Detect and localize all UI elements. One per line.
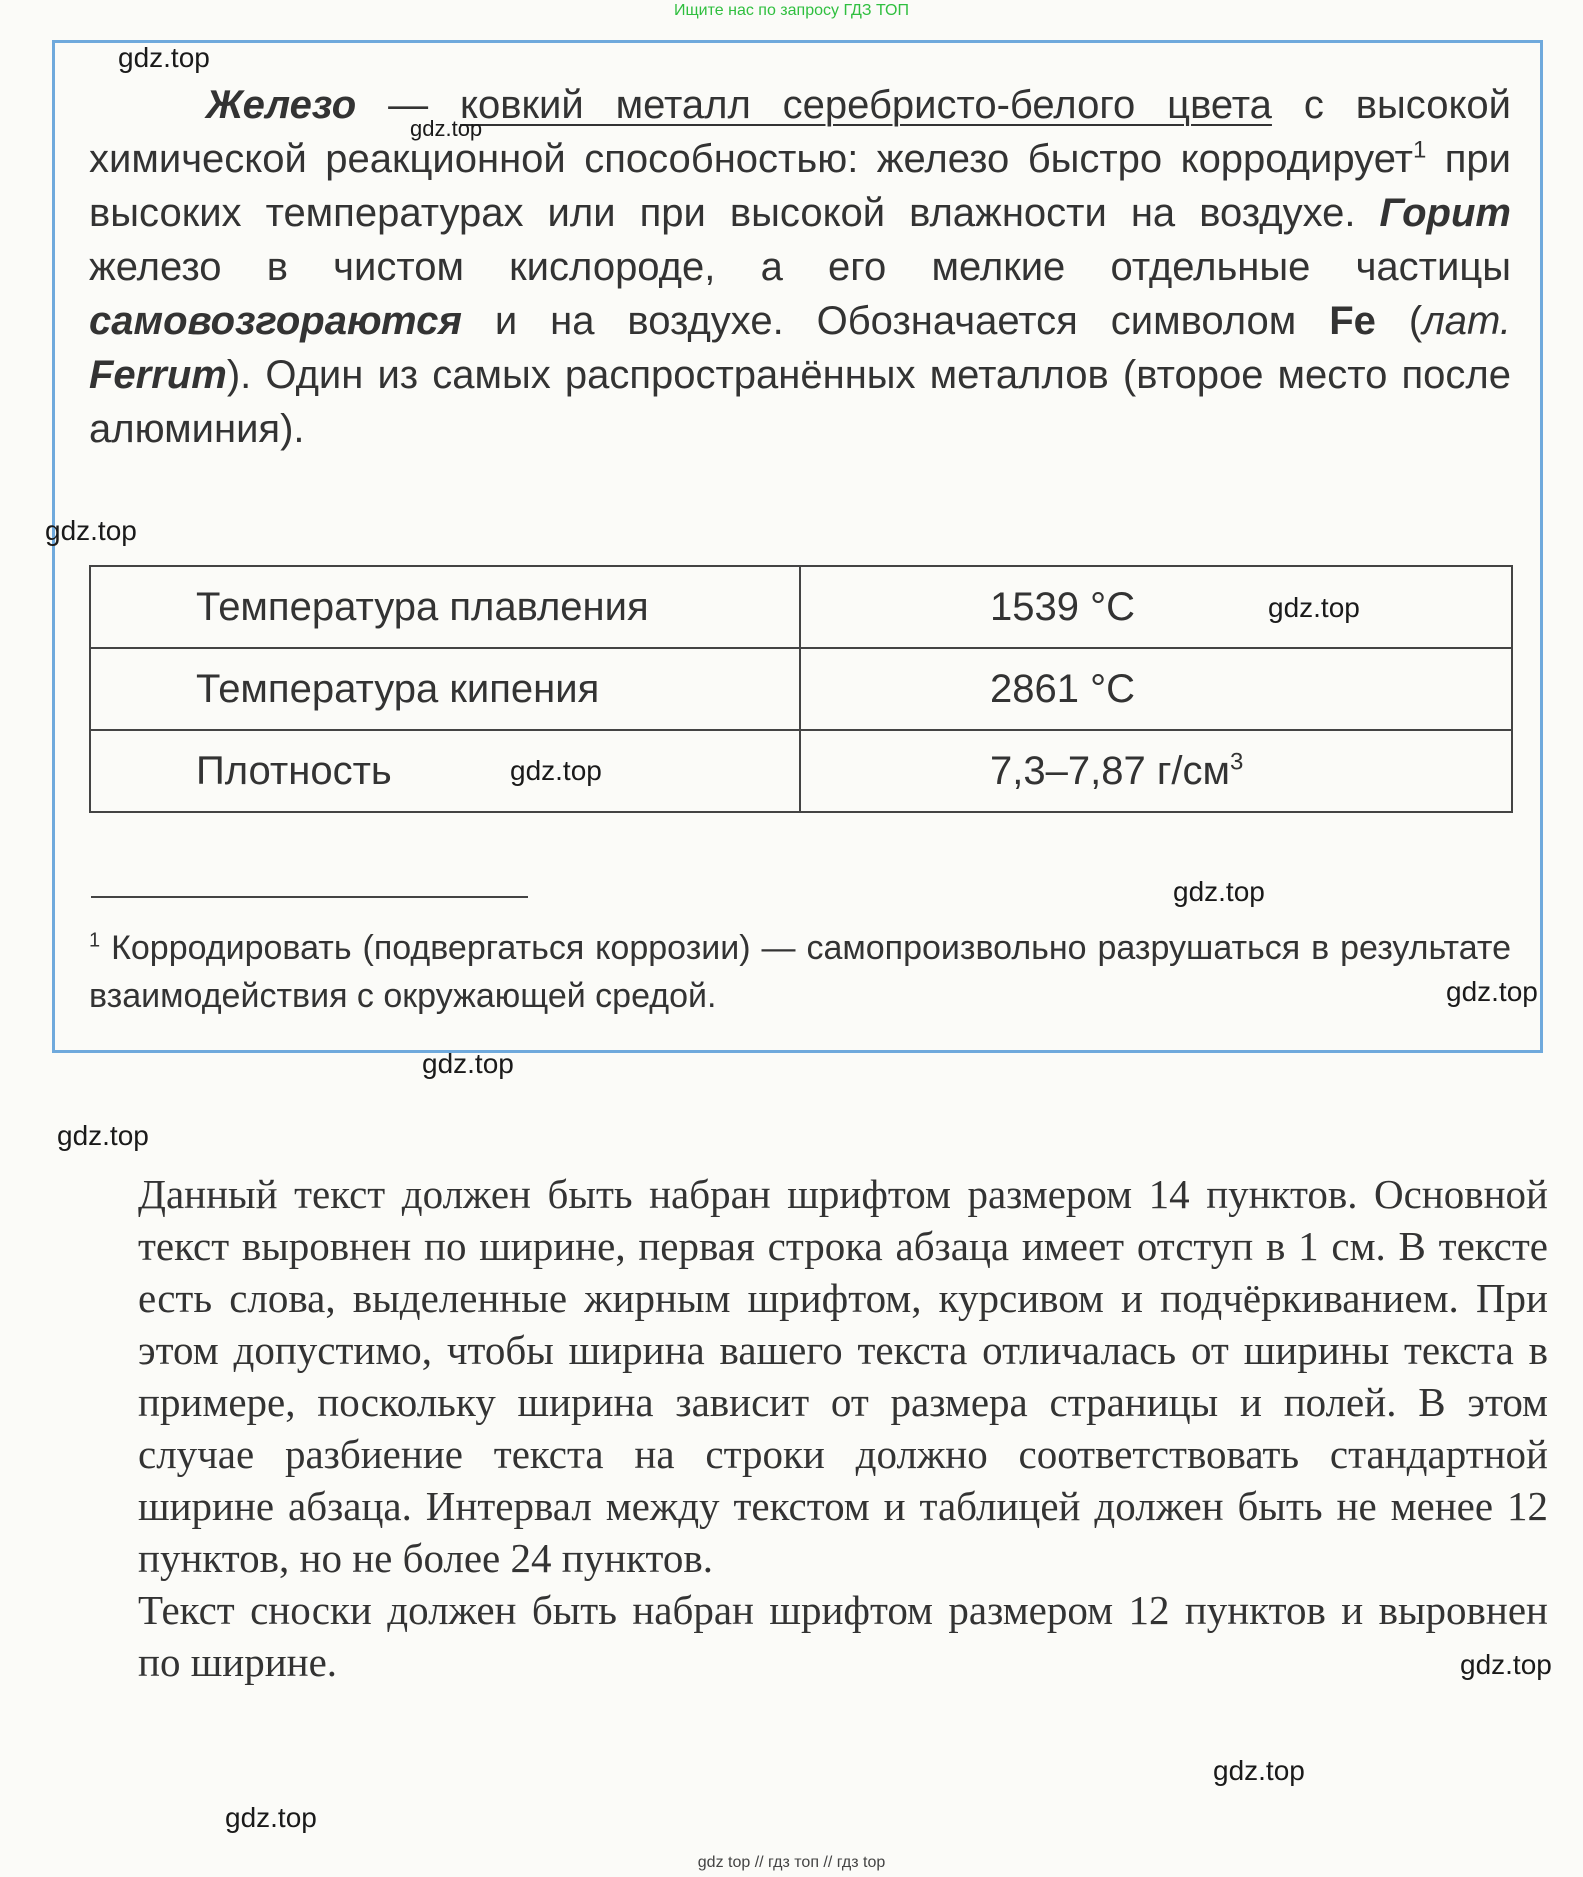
iron-paragraph (89, 78, 1511, 456)
footnote-number: 1 (89, 929, 101, 952)
burns-word: Горит (1379, 191, 1511, 235)
watermark: gdz.top (45, 515, 137, 546)
property-name: Температура плавления (90, 566, 800, 648)
property-name: Температура кипения (90, 648, 800, 730)
property-value (800, 730, 1512, 812)
lat-open: ( (1408, 299, 1423, 343)
watermark: gdz.top (1446, 976, 1538, 1007)
property-value-text: 7,3–7,87 г/см (990, 748, 1231, 793)
footnote (89, 924, 1511, 1020)
property-value-sup: 3 (1230, 748, 1244, 776)
text-part-5: ). Один из самых распространённых металлов (второе место после алюминия). (89, 353, 1511, 451)
property-value-text: 2861 °C (990, 666, 1135, 711)
instructions-paragraph-1: Данный текст должен быть набран шрифтом размером 14 пунктов. Основной текст выровнен по ширине, первая строка абзаца имеет отступ в 1 см. В тексте есть слова, выделенные жирным шрифтом, курсивом и подчёркиванием. При этом допустимо, чтобы ширина вашего текста отличалась от ширины текста в примере, поскольку ширина зависит от размера страницы и полей. В этом случае разбиение текста на строки должно соответствовать стандартной ширине абзаца. Интервал между текстом и таблицей должен быть не менее 12 пунктов, но не более 24 пунктов. (138, 1171, 1548, 1581)
term-iron: Железо (206, 83, 357, 127)
property-name: Плотность (90, 730, 800, 812)
watermark: gdz.top (57, 1120, 149, 1151)
text-part-2: при высоких температурах или при высокой влажности на воздухе. (89, 137, 1511, 235)
watermark: gdz.top (118, 42, 210, 73)
top-banner[interactable]: Ищите нас по запросу ГДЗ ТОП (674, 2, 909, 19)
text-part-4: и на воздухе. Обозначается символом (494, 299, 1297, 343)
text-part-3: железо в чистом кислороде, а его мелкие отдельные частицы (89, 245, 1511, 289)
watermark: gdz.top (410, 116, 483, 141)
watermark: gdz.top (510, 755, 602, 786)
table-row (90, 730, 1512, 812)
text-part-1: с высокой химической реакционной способностью: железо быстро корродирует (89, 83, 1511, 181)
property-value (800, 648, 1512, 730)
table-row (90, 648, 1512, 730)
watermark: gdz.top (225, 1802, 317, 1833)
watermark: gdz.top (1268, 592, 1360, 623)
footnote-mark[interactable]: 1 (1412, 136, 1427, 164)
instructions-paragraph-2: Текст сноски должен быть набран шрифтом размером 12 пунктов и выровнен по ширине. (138, 1587, 1548, 1685)
watermark: gdz.top (1213, 1755, 1305, 1786)
latin-name: Ferrum (89, 353, 227, 397)
footnote-divider (91, 896, 528, 898)
property-value-text: 1539 °C (990, 584, 1135, 629)
property-value (800, 566, 1512, 648)
lat-abbr: лат. (1422, 299, 1512, 343)
footnote-text: Корродировать (подвергаться коррозии) — самопроизвольно разрушаться в результате взаимодействия с окружающей средой. (89, 929, 1512, 1015)
term-dash: — (388, 83, 429, 127)
watermark: gdz.top (422, 1048, 514, 1079)
definition-underlined: ковкий металл серебристо-белого цвета (460, 83, 1272, 127)
symbol-fe: Fe (1329, 299, 1376, 343)
watermark: gdz.top (1173, 876, 1265, 907)
watermark: gdz.top (1460, 1649, 1552, 1680)
self-ignite-word: самовозгораются (89, 299, 462, 343)
bottom-banner[interactable]: gdz top // гдз топ // гдз top (697, 1854, 886, 1871)
instructions (138, 1168, 1548, 1688)
